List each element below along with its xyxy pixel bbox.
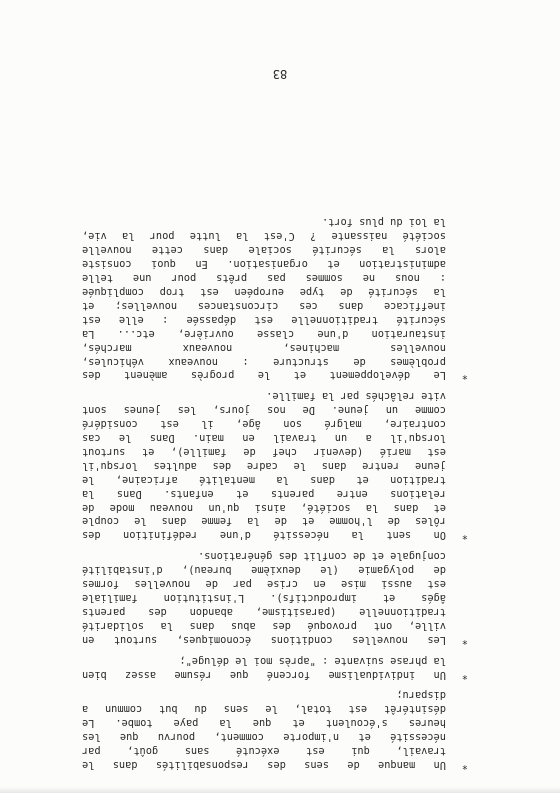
bullet-asterisk: * (461, 529, 468, 542)
bullet-asterisk: * (461, 369, 468, 382)
text-line: relations entre parents et enfants. Dans la (82, 487, 446, 500)
text-line: administration et organisation. En quoi consiste (82, 258, 446, 271)
text-line: de polygamie (le deuxième bureau), d'instabilité (82, 564, 446, 577)
text-line: et dans la société, ainsi qu'un nouveau mode de (82, 501, 446, 514)
text-line: instauration d'une classe ouvrière, etc... La (82, 327, 446, 340)
text-line: Un manque de sens des responsabilités dans le (82, 759, 446, 771)
text-line: lorsqu'il a un travail en main. Dans le cas (82, 432, 446, 445)
body-text (82, 208, 468, 771)
text-line: traditionnelle (parasitisme, abandon des parents (82, 605, 446, 618)
text-line: âgés et improductifs). L'institution familiale (82, 592, 446, 605)
paragraph (82, 688, 468, 771)
text-line: jeune rentre dans le cadre des adultes lorsqu'il (82, 459, 446, 472)
text-line: conjugale et de conflit des générations. (198, 550, 446, 563)
text-line: la sécurité de type européen est trop compliquée (82, 286, 446, 298)
text-line: On sent la nécessité d'une redéfinition des (82, 529, 446, 542)
bullet-asterisk: * (461, 759, 468, 771)
text-line: désintérêt est total, le sens du but commun a (82, 703, 446, 716)
paragraph (82, 388, 468, 541)
text-line: Un individualisme forcené que résume assez bien (82, 668, 446, 681)
text-line: tradition et dans la mentalité africaine, le (82, 473, 446, 486)
bullet-asterisk: * (461, 668, 468, 681)
text-line: : nous ne sommes pas prêts pour une telle (82, 272, 446, 285)
text-line: est aussi mise en crise par de nouvelles formes (82, 578, 446, 591)
scan-edge-shadow (0, 787, 560, 793)
page-number: 83 (272, 67, 288, 81)
text-line: nouvelles machines, nouveaux marchés, (82, 341, 446, 354)
text-line: vite relâchés par la famille. (266, 390, 446, 403)
text-line: travail, qui est exécuté sans goût, par (82, 745, 446, 758)
text-line: contraire, malgré son âge, il est considéré (82, 418, 446, 431)
text-line: sécurité traditionnelle est dépassée : elle est (82, 313, 446, 326)
text-line: alors la sécurité sociale dans cette nouvelle (82, 244, 446, 257)
text-line: est marié (devenir chef de famille), et surtout (82, 445, 446, 458)
text-line: problèmes de structure : nouveaux véhicules, (82, 355, 446, 368)
text-line: la phrase suivante : "après moi le déluge"; (179, 654, 446, 667)
bullet-asterisk: * (461, 633, 468, 646)
text-line: Le développement et le progrès amènent des (82, 369, 446, 382)
paragraph (82, 215, 468, 382)
text-line: nécessité et n'importe comment, pourvu que les (82, 731, 446, 744)
text-line: Les nouvelles conditions économiques, surtout en (82, 633, 446, 646)
text-line: ville, ont provoqué des abus dans la solidarité (82, 619, 446, 632)
text-line: inefficace dans ces circonstances nouvelles; et (82, 299, 446, 312)
paragraph (82, 653, 468, 681)
text-line: comme un jeune. De nos jours, les jeunes sont (82, 404, 446, 417)
text-line: rôles de l'homme et de la femme dans le couple (82, 515, 446, 528)
text-line: heures s'écoulent et que la paye tombe. Le (82, 717, 446, 730)
paragraph (82, 548, 468, 645)
text-line: disparu; (396, 689, 446, 702)
text-line: société naissante ? C'est la lutte pour la vie, (82, 230, 446, 243)
text-line: la loi du plus fort. (322, 216, 446, 229)
